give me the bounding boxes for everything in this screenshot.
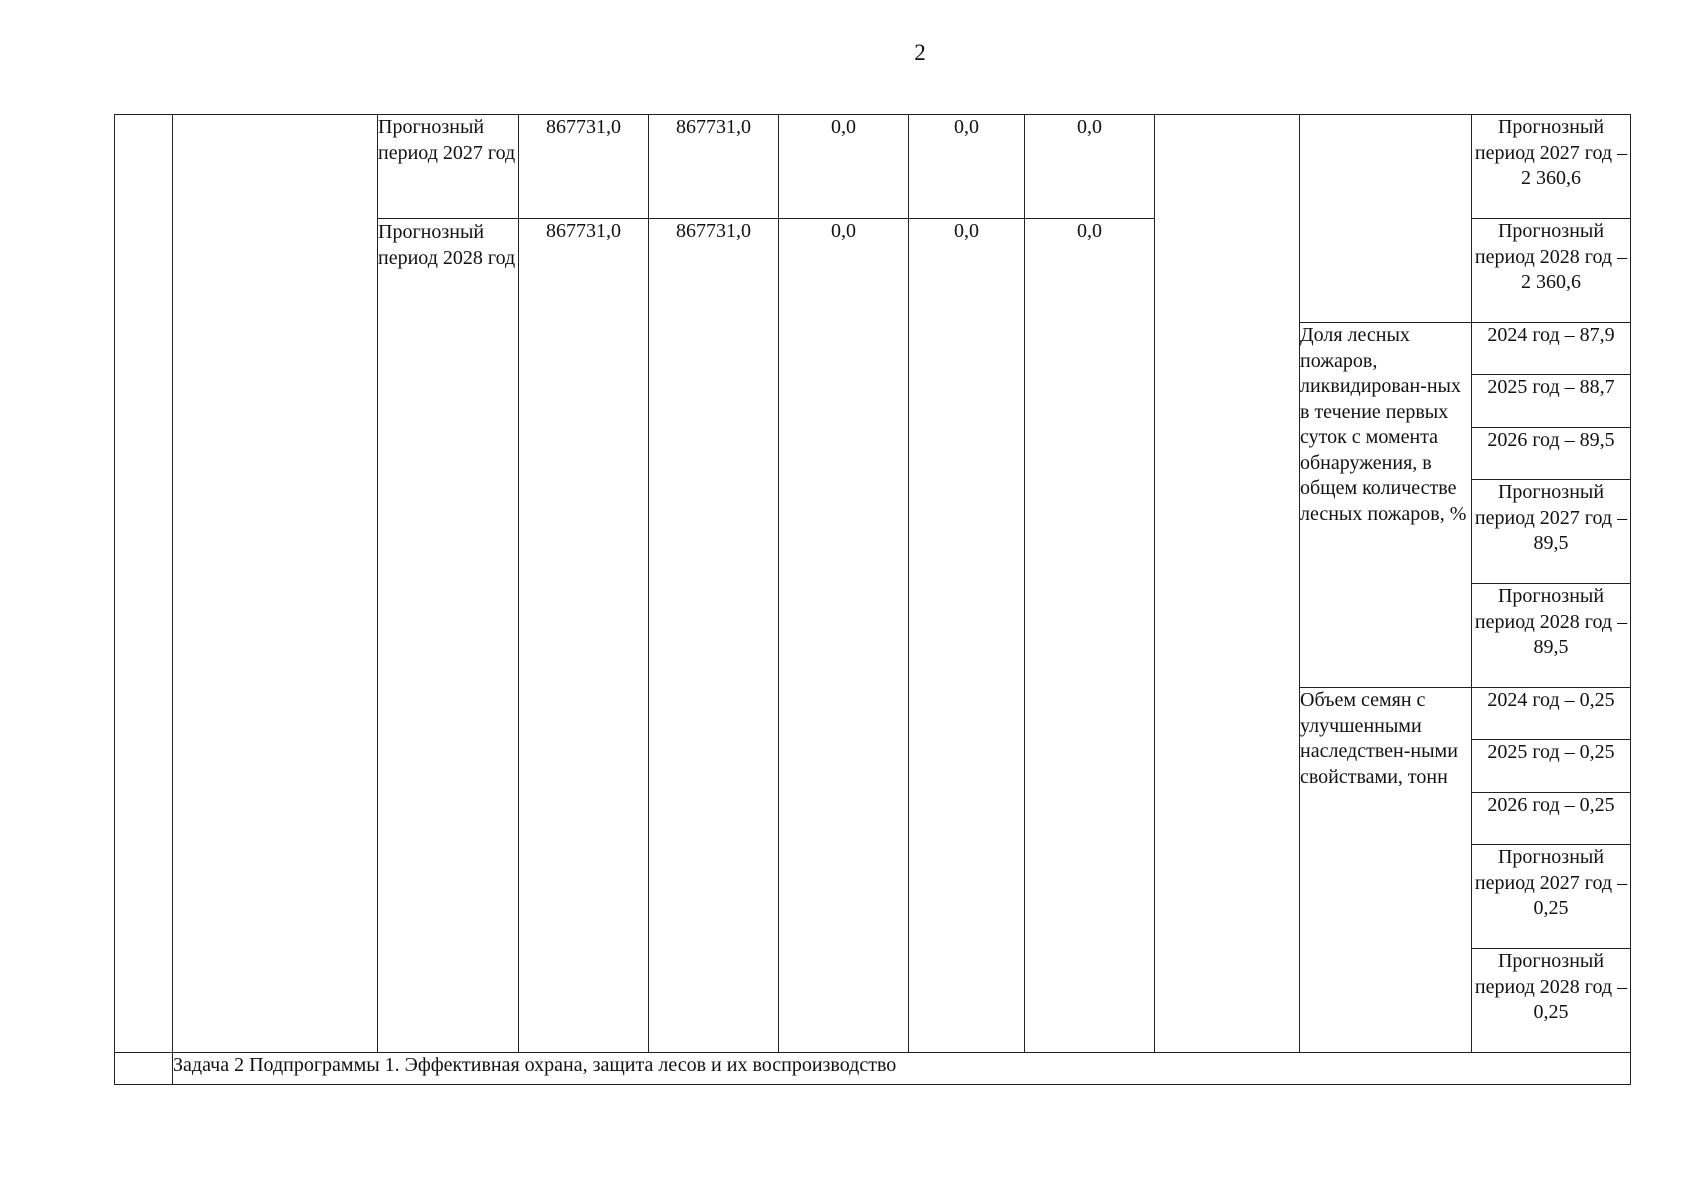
indicator-value-cell: 2025 год – 88,7 [1472, 375, 1631, 428]
indicator-value-cell: Прогнозный период 2027 год – 89,5 [1472, 480, 1631, 584]
indicator-value-cell: 2026 год – 0,25 [1472, 793, 1631, 845]
indicator-value-cell: Прогнозный период 2027 год – 2 360,6 [1472, 115, 1631, 219]
executor-cell [1155, 115, 1300, 1053]
number-cell [115, 115, 173, 1053]
table-row [115, 115, 1631, 219]
indicator-name-cell: Объем семян с улучшенными наследствен-ными свойствами, тонн [1300, 688, 1472, 1053]
value-cell: 0,0 [779, 219, 909, 1053]
indicator-value-cell: 2026 год – 89,5 [1472, 428, 1631, 480]
value-cell: 0,0 [1025, 115, 1155, 219]
indicator-value-cell: Прогнозный период 2028 год – 2 360,6 [1472, 219, 1631, 323]
value-cell: 0,0 [1025, 219, 1155, 1053]
indicator-value-cell: 2024 год – 87,9 [1472, 323, 1631, 375]
indicator-name-cell: Доля лесных пожаров, ликвидирован-ных в течение первых суток с момента обнаружения, в общем количестве лесных пожаров, % [1300, 323, 1472, 688]
indicator-value-cell: 2024 год – 0,25 [1472, 688, 1631, 740]
number-cell [115, 1053, 173, 1085]
indicator-name-cell [1300, 115, 1472, 323]
value-cell: 0,0 [779, 115, 909, 219]
period-cell: Прогнозный период 2028 год [378, 219, 519, 1053]
value-cell: 867731,0 [519, 115, 649, 219]
task-row [115, 1053, 1631, 1085]
program-table [114, 114, 1631, 1085]
value-cell: 867731,0 [649, 115, 779, 219]
value-cell: 0,0 [909, 219, 1025, 1053]
indicator-value-cell: Прогнозный период 2028 год – 0,25 [1472, 949, 1631, 1053]
indicator-value-cell: Прогнозный период 2027 год – 0,25 [1472, 845, 1631, 949]
event-name-cell [173, 115, 378, 1053]
value-cell: 0,0 [909, 115, 1025, 219]
page-number: 2 [914, 40, 926, 65]
value-cell: 867731,0 [649, 219, 779, 1053]
value-cell: 867731,0 [519, 219, 649, 1053]
period-cell: Прогнозный период 2027 год [378, 115, 519, 219]
indicator-value-cell: Прогнозный период 2028 год – 89,5 [1472, 584, 1631, 688]
task-title: Задача 2 Подпрограммы 1. Эффективная охрана, защита лесов и их воспроизводство [173, 1053, 1631, 1085]
indicator-value-cell: 2025 год – 0,25 [1472, 740, 1631, 793]
